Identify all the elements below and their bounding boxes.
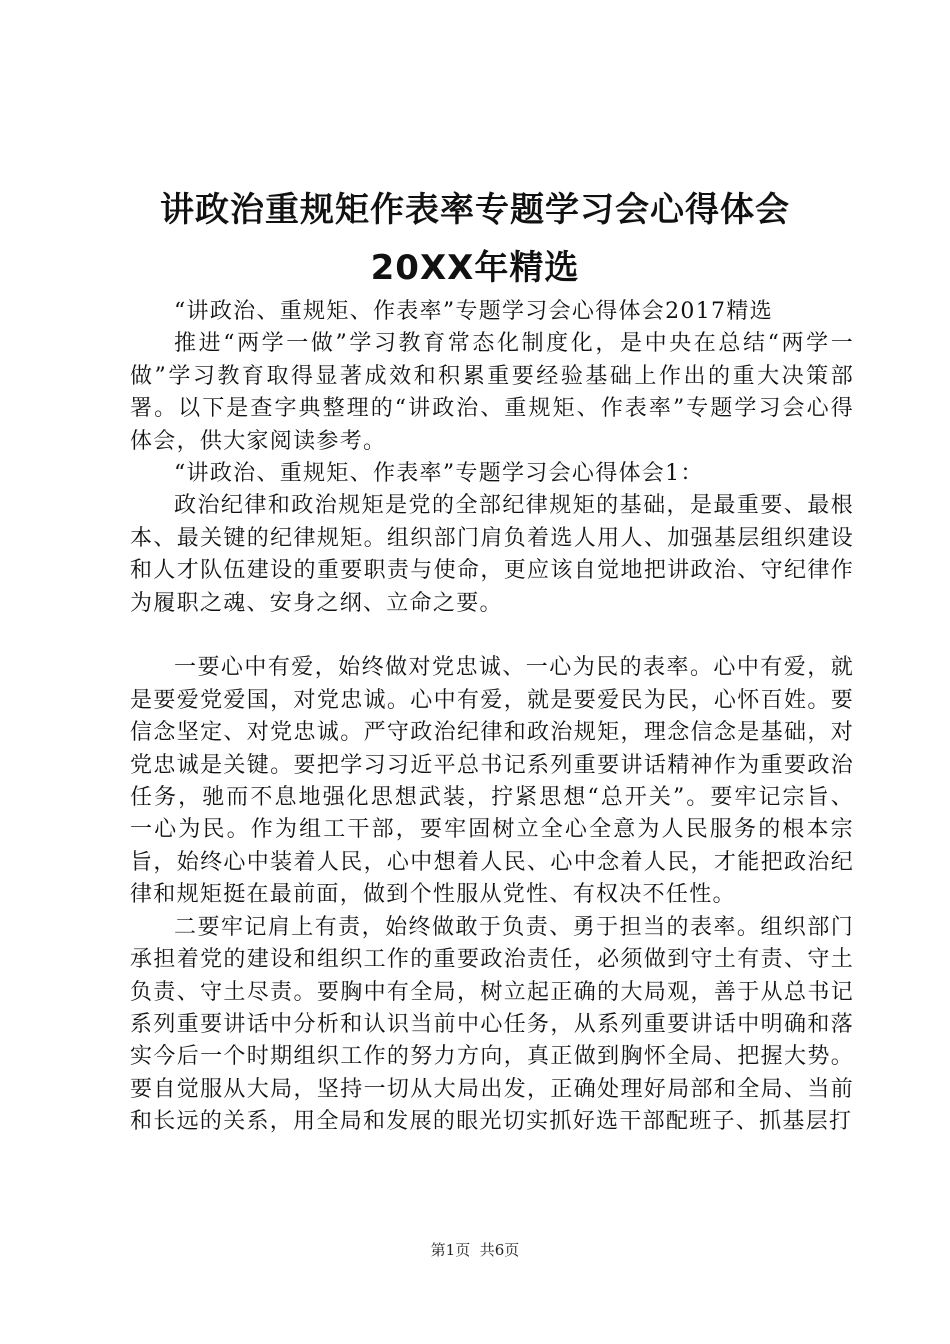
document-title-line-2: 20XX年精选 [370, 248, 580, 288]
paragraph-section-heading: “讲政治、重规矩、作表率”专题学习会心得体会1： [174, 461, 704, 487]
paragraph-point-one: 一要心中有爱，始终做对党忠诚、一心为民的表率。心中有爱，就是要爱党爱国，对党忠诚。心中有爱，就是要爱民为民，心怀百姓。要信念坚定、对党忠诚。严守政治纪律和政治规矩，理念信念是基础，对党忠诚是关键。要把学习习近平总书记系列重要讲话精神作为重要政治任务，驰而不息地强化思想武装，拧紧思想“总开关”。要牢记宗旨、一心为民。作为组工干部，要牢固树立全心全意为人民服务的根本宗旨，始终心中装着人民，心中想着人民、心中念着人民，才能把政治纪律和规矩挺在最前面，做到个性服从党性、有权决不任性。 [130, 655, 854, 908]
document-body [130, 296, 854, 1139]
document-title-line-1: 讲政治重规矩作表率专题学习会心得体会 [160, 190, 790, 230]
paragraph-subtitle: “讲政治、重规矩、作表率”专题学习会心得体会2017精选 [174, 299, 773, 324]
paragraph-overview: 政治纪律和政治规矩是党的全部纪律规矩的基础，是最重要、最根本、最关键的纪律规矩。组织部门肩负着选人用人、加强基层组织建设和人才队伍建设的重要职责与使命，更应该自觉地把讲政治、守纪律作为履职之魂、安身之纲、立命之要。 [130, 493, 854, 616]
paragraph-intro: 推进“两学一做”学习教育常态化制度化，是中央在总结“两学一做”学习教育取得显著成效和积累重要经验基础上作出的重大决策部署。以下是查字典整理的“讲政治、重规矩、作表率”专题学习会心得体会，供大家阅读参考。 [130, 331, 854, 454]
page-number: 第1页 [430, 1241, 471, 1259]
page-footer [0, 1240, 950, 1260]
page-total: 共6页 [479, 1241, 520, 1259]
paragraph-point-two: 二要牢记肩上有责，始终做敢于负责、勇于担当的表率。组织部门承担着党的建设和组织工作的重要政治责任，必须做到守土有责、守土负责、守土尽责。要胸中有全局，树立起正确的大局观，善于从总书记系列重要讲话中分析和认识当前中心任务，从系列重要讲话中明确和落实今后一个时期组织工作的努力方向，真正做到胸怀全局、把握大势。要自觉服从大局，坚持一切从大局出发，正确处理好局部和全局、当前和长远的关系，用全局和发展的眼光切实抓好选干部配班子、抓基层打 [130, 914, 854, 1135]
